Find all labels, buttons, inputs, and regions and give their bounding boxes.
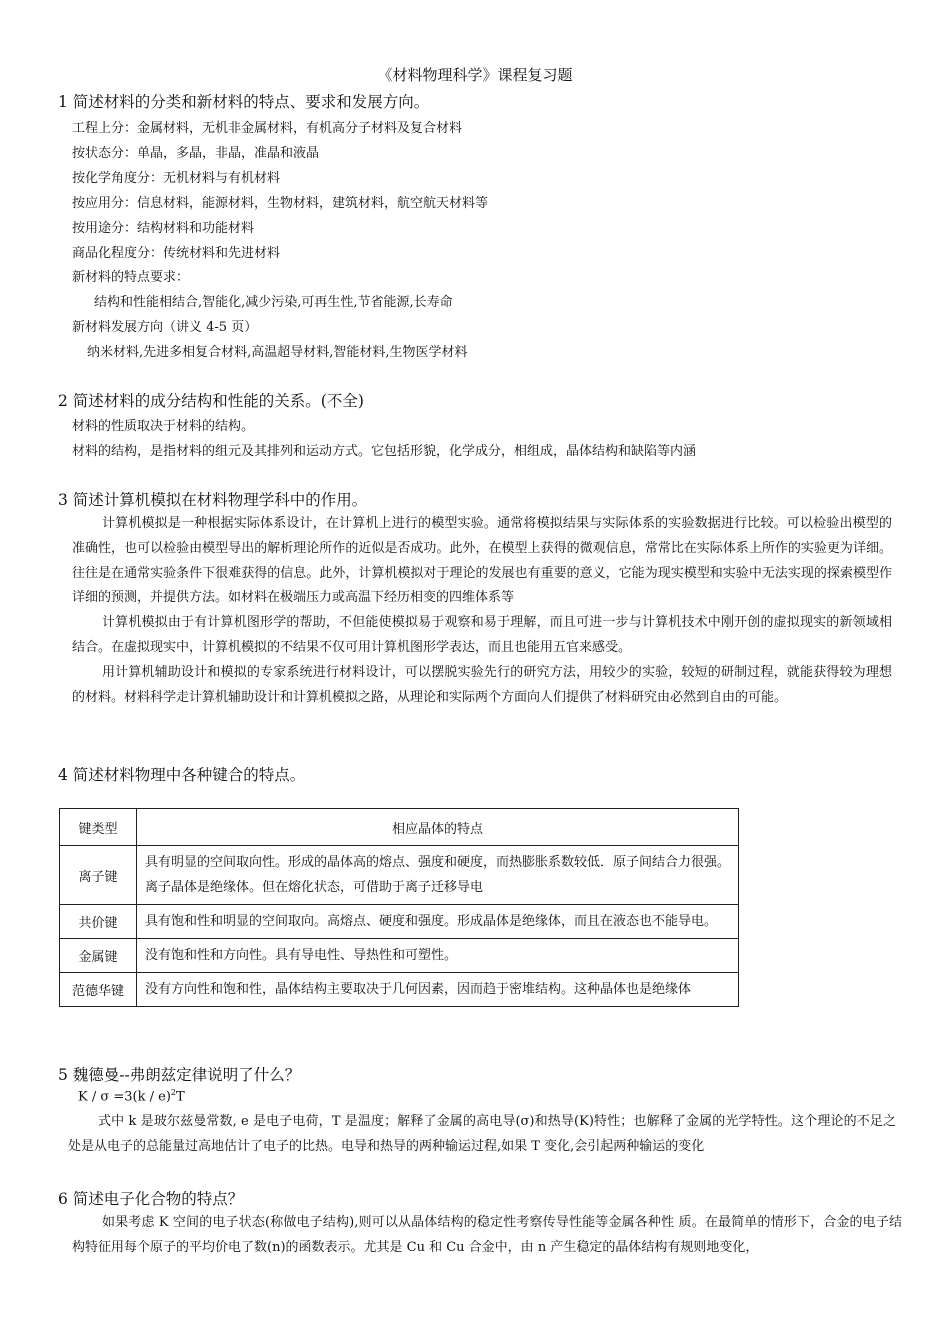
table-row [60, 973, 739, 1007]
q1-line: 按化学角度分：无机材料与有机材料 [72, 171, 281, 186]
q2-line: 材料的结构，是指材料的组元及其排列和运动方式。它包括形貌，化学成分，相组成，晶体结构和缺陷等内涵 [72, 444, 697, 459]
q2-line: 材料的性质取决于材料的结构。 [72, 419, 255, 434]
q1-line: 商品化程度分：传统材料和先进材料 [72, 246, 281, 261]
table-header-bond-type: 键类型 [60, 809, 137, 846]
q4-heading: 4 简述材料物理中各种键合的特点。 [58, 766, 306, 784]
table-header-row [60, 809, 739, 846]
bond-feature-cell: 具有明显的空间取向性。形成的晶体高的熔点、强度和硬度，而热膨胀系数较低．原子间结合力很强。离子晶体是绝缘体。但在熔化状态，可借助于离子迁移导电 [137, 846, 739, 905]
q1-line: 结构和性能相结合,智能化,减少污染,可再生性,节省能源,长寿命 [94, 295, 453, 310]
q5-paragraph: 式中 k 是玻尔兹曼常数, e 是电子电荷，T 是温度；解释了金属的高电导(σ)和热导(K)特性；也解释了金属的光学特性。这个理论的不足之处是从电子的总能量过高地估计了电子的比热。电导和热导的两种输运过程,如果 T 变化,会引起两种输运的变化 [68, 1114, 896, 1154]
wiedemann-franz-formula [78, 1088, 185, 1104]
q1-line: 纳米材料,先进多相复合材料,高温超导材料,智能材料,生物医学材料 [87, 345, 468, 360]
table-row [60, 905, 739, 939]
bond-type-cell: 离子键 [60, 846, 137, 905]
q2-heading: 2 简述材料的成分结构和性能的关系。(不全) [58, 392, 364, 410]
q1-line: 按用途分：结构材料和功能材料 [72, 221, 255, 236]
bond-feature-cell: 没有方向性和饱和性，晶体结构主要取决于几何因素，因而趋于密堆结构。这种晶体也是绝缘体 [137, 973, 739, 1007]
q6-heading: 6 简述电子化合物的特点？ [58, 1190, 244, 1208]
q1-line: 按状态分：单晶，多晶，非晶，准晶和液晶 [72, 146, 320, 161]
q6-paragraph: 如果考虑 K 空间的电子状态(称做电子结构),则可以从晶体结构的稳定性考察传导性能等金属各种性 质。在最简单的情形下，合金的电子结构特征用每个原子的平均价电了数(n)的函数表示。尤其是 Cu 和 Cu 合金中，由 n 产生稳定的晶体结构有规则地变化， [72, 1215, 902, 1255]
q1-heading: 1 简述材料的分类和新材料的特点、要求和发展方向。 [58, 93, 430, 111]
q3-paragraph: 计算机模拟是一种根据实际体系设计，在计算机上进行的模型实验。通常将模拟结果与实际体系的实验数据进行比较。可以检验出模型的准确性，也可以检验由模型导出的解析理论所作的近似是否成功。此外，在模型上获得的微观信息，常常比在实际体系上所作的实验更为详细。往往是在通常实验条件下很难获得的信息。此外，计算机模拟对于理论的发展也有重要的意义，它能为现实模型和实验中无法实现的探索模型作详细的预测，并提供方法。如材料在极端压力或高温下经历相变的四维体系等 [72, 516, 892, 606]
bond-type-cell: 共价键 [60, 905, 137, 939]
q1-line: 工程上分：金属材料，无机非金属材料，有机高分子材料及复合材料 [72, 121, 463, 136]
bond-feature-cell: 具有饱和性和明显的空间取向。高熔点、硬度和强度。形成晶体是绝缘体，而且在液态也不能导电。 [137, 905, 739, 939]
q3-heading: 3 简述计算机模拟在材料物理学科中的作用。 [58, 491, 368, 509]
q1-line: 按应用分：信息材料，能源材料，生物材料，建筑材料，航空航天材料等 [72, 196, 489, 211]
table-row [60, 939, 739, 973]
bond-type-cell: 金属键 [60, 939, 137, 973]
table-header-features: 相应晶体的特点 [137, 809, 739, 846]
bond-feature-cell: 没有饱和性和方向性。具有导电性、导热性和可塑性。 [137, 939, 739, 973]
bond-table [59, 808, 739, 1007]
formula-main: K / σ =3(k / e) [78, 1089, 171, 1105]
bond-type-cell: 范德华键 [60, 973, 137, 1007]
document-title: 《材料物理科学》课程复习题 [377, 66, 573, 84]
q1-line: 新材料发展方向（讲义 4-5 页） [72, 320, 258, 335]
q3-paragraph: 用计算机辅助设计和模拟的专家系统进行材料设计，可以摆脱实验先行的研究方法，用较少的实验，较短的研制过程，就能获得较为理想的材料。材料科学走计算机辅助设计和计算机模拟之路，从理论和实际两个方面向人们提供了材料研究由必然到自由的可能。 [72, 665, 892, 705]
formula-exponent: 2 [170, 1088, 176, 1097]
q3-paragraph: 计算机模拟由于有计算机图形学的帮助，不但能使模拟易于观察和易于理解，而且可进一步与计算机技术中刚开创的虚拟现实的新领域相结合。在虚拟现实中，计算机模拟的不结果不仅可用计算机图形学表达，而且也能用五官来感受。 [72, 615, 892, 655]
q1-line: 新材料的特点要求： [72, 270, 190, 285]
formula-tail: T [175, 1089, 185, 1105]
q5-heading: 5 魏德曼--弗朗兹定律说明了什么？ [58, 1066, 301, 1084]
table-row [60, 846, 739, 905]
